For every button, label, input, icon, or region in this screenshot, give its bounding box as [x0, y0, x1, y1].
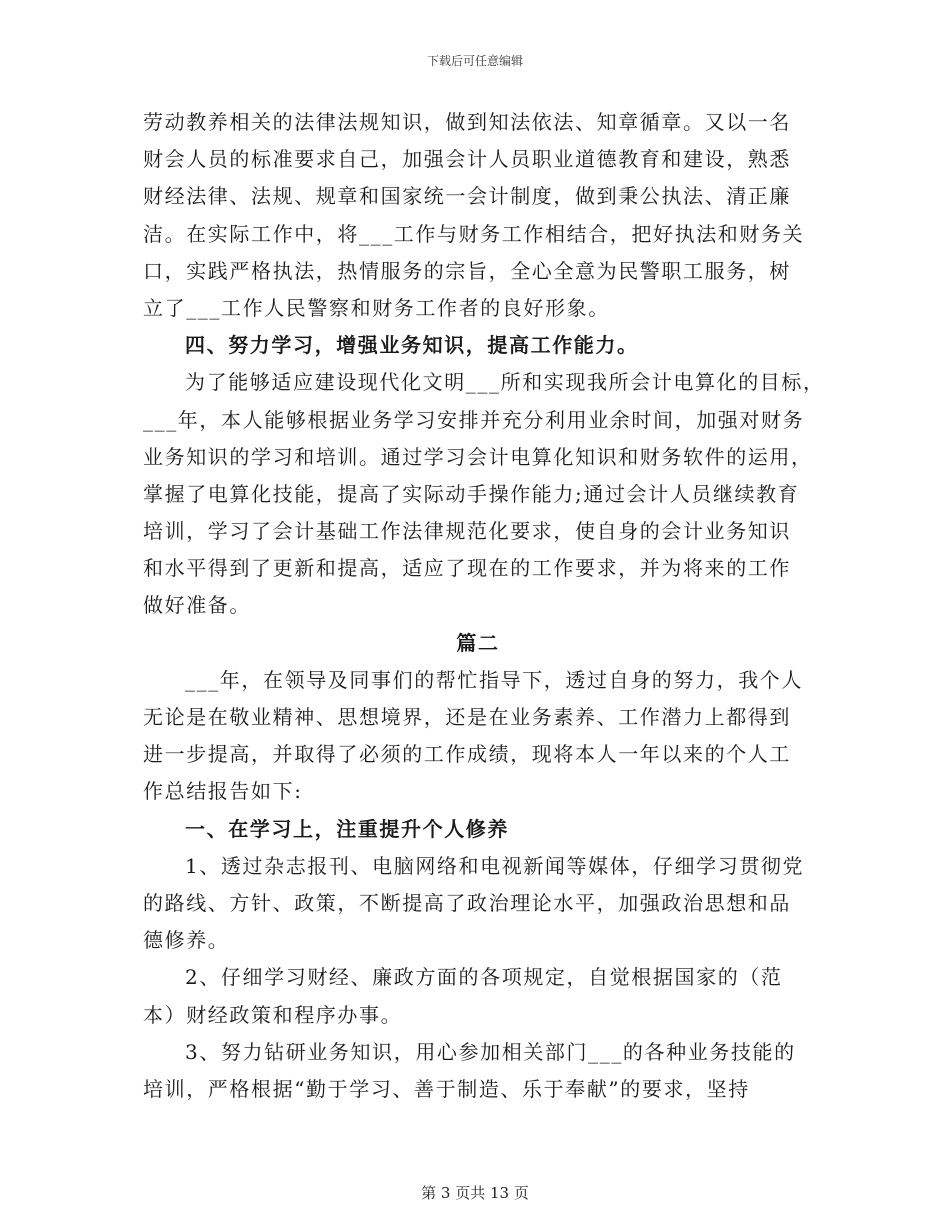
paragraph-line: ___年，在领导及同事们的帮忙指导下，透过自身的努力，我个人: [185, 667, 803, 692]
paragraph-line: ___年，本人能够根据业务学习安排并充分利用业余时间，加强对财务: [143, 407, 805, 432]
paragraph-line: 财经法律、法规、规章和国家统一会计制度，做到秉公执法、清正廉: [143, 184, 791, 209]
paragraph-line: 为了能够适应建设现代化文明___所和实现我所会计电算化的目标，: [185, 370, 825, 395]
paragraph-line: 业务知识的学习和培训。通过学习会计电算化知识和财务软件的运用，: [143, 444, 813, 469]
paragraph-line: 3、努力钻研业务知识，用心参加相关部门___的各种业务技能的: [185, 1039, 796, 1064]
paragraph-line: 本）财经政策和程序办事。: [143, 1002, 403, 1027]
section-title: 篇二: [456, 630, 500, 655]
paragraph-line: 1、透过杂志报刊、电脑网络和电视新闻等媒体，仔细学习贯彻党: [185, 853, 805, 878]
page-footer: 第 3 页共 13 页: [421, 1184, 529, 1202]
document-body: [143, 104, 825, 1108]
paragraph-line: 做好准备。: [143, 593, 251, 618]
paragraph-line: 和水平得到了更新和提高，适应了现在的工作要求，并为将来的工作: [143, 556, 791, 581]
section-heading: 四、努力学习，增强业务知识，提高工作能力。: [185, 333, 639, 358]
paragraph-line: 培训，严格根据“勤于学习、善于制造、乐于奉献”的要求，坚持: [143, 1076, 750, 1101]
paragraph-line: 洁。在实际工作中，将___工作与财务工作相结合，把好执法和财务关: [143, 221, 805, 246]
paragraph-line: 作总结报告如下:: [143, 779, 303, 804]
paragraph-line: 财会人员的标准要求自己，加强会计人员职业道德教育和建设，熟悉: [143, 147, 791, 172]
paragraph-line: 立了___工作人民警察和财务工作者的良好形象。: [143, 295, 610, 320]
paragraph-line: 2、仔细学习财经、廉政方面的各项规定，自觉根据国家的（范: [185, 965, 783, 990]
section-heading: 一、在学习上，注重提升个人修养: [185, 816, 509, 841]
page-header: 下载后可任意编辑: [426, 54, 523, 68]
paragraph-line: 劳动教养相关的法律法规知识，做到知法依法、知章循章。又以一名: [143, 110, 791, 134]
paragraph-line: 的路线、方针、政策，不断提高了政治理论水平，加强政治思想和品: [143, 890, 791, 915]
paragraph-line: 德修养。: [143, 928, 230, 953]
paragraph-line: 掌握了电算化技能，提高了实际动手操作能力;通过会计人员继续教育: [143, 481, 800, 506]
paragraph-line: 无论是在敬业精神、思想境界，还是在业务素养、工作潜力上都得到: [143, 705, 791, 729]
paragraph-line: 培训，学习了会计基础工作法律规范化要求，使自身的会计业务知识: [143, 519, 791, 544]
paragraph-line: 口，实践严格执法，热情服务的宗旨，全心全意为民警职工服务，树: [143, 258, 791, 283]
paragraph-line: 进一步提高，并取得了必须的工作成绩，现将本人一年以来的个人工: [143, 742, 791, 767]
